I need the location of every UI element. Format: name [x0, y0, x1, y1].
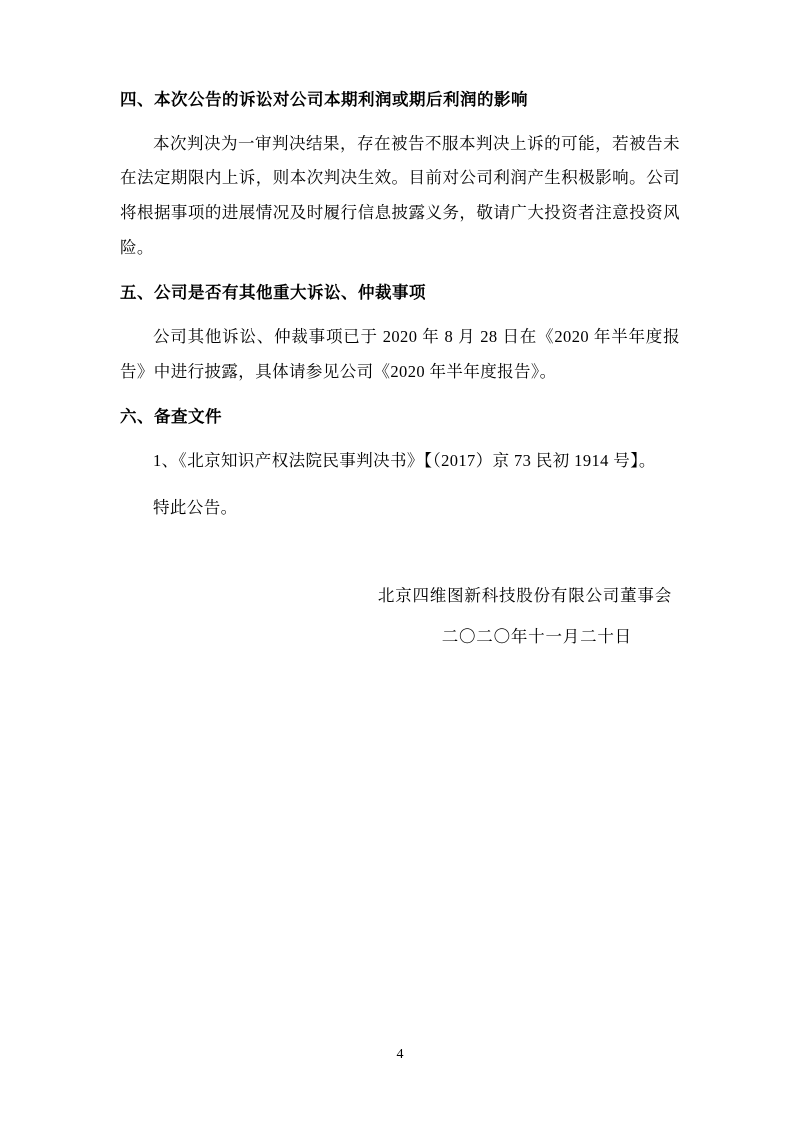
- section-five: [120, 281, 680, 389]
- document-body: [120, 88, 680, 655]
- section-five-paragraph-1: 公司其他诉讼、仲裁事项已于 2020 年 8 月 28 日在《2020 年半年度报告》中进行披露，具体请参见公司《2020 年半年度报告》。: [120, 327, 680, 381]
- signature-date: 二〇二〇年十一月二十日: [441, 627, 632, 647]
- section-six: [120, 405, 680, 525]
- page-number: 4: [396, 1047, 404, 1062]
- section-six-paragraph-2: 特此公告。: [153, 497, 238, 517]
- signature-company: 北京四维图新科技股份有限公司董事会: [377, 586, 672, 606]
- signature-block: [120, 579, 680, 654]
- section-five-heading: 五、公司是否有其他重大诉讼、仲裁事项: [120, 283, 426, 303]
- section-six-heading: 六、备查文件: [120, 407, 222, 427]
- section-four: [120, 88, 680, 265]
- section-four-heading: 四、本次公告的诉讼对公司本期利润或期后利润的影响: [120, 90, 528, 109]
- section-six-paragraph-1: 1、《北京知识产权法院民事判决书》【（2017）京 73 民初 1914 号】。: [153, 451, 656, 471]
- section-four-paragraph-1: 本次判决为一审判决结果，存在被告不服本判决上诉的可能，若被告未在法定期限内上诉，则本次判决生效。目前对公司利润产生积极影响。公司将根据事项的进展情况及时履行信息披露义务，敬请广大投资者注意投资风险。: [120, 133, 680, 257]
